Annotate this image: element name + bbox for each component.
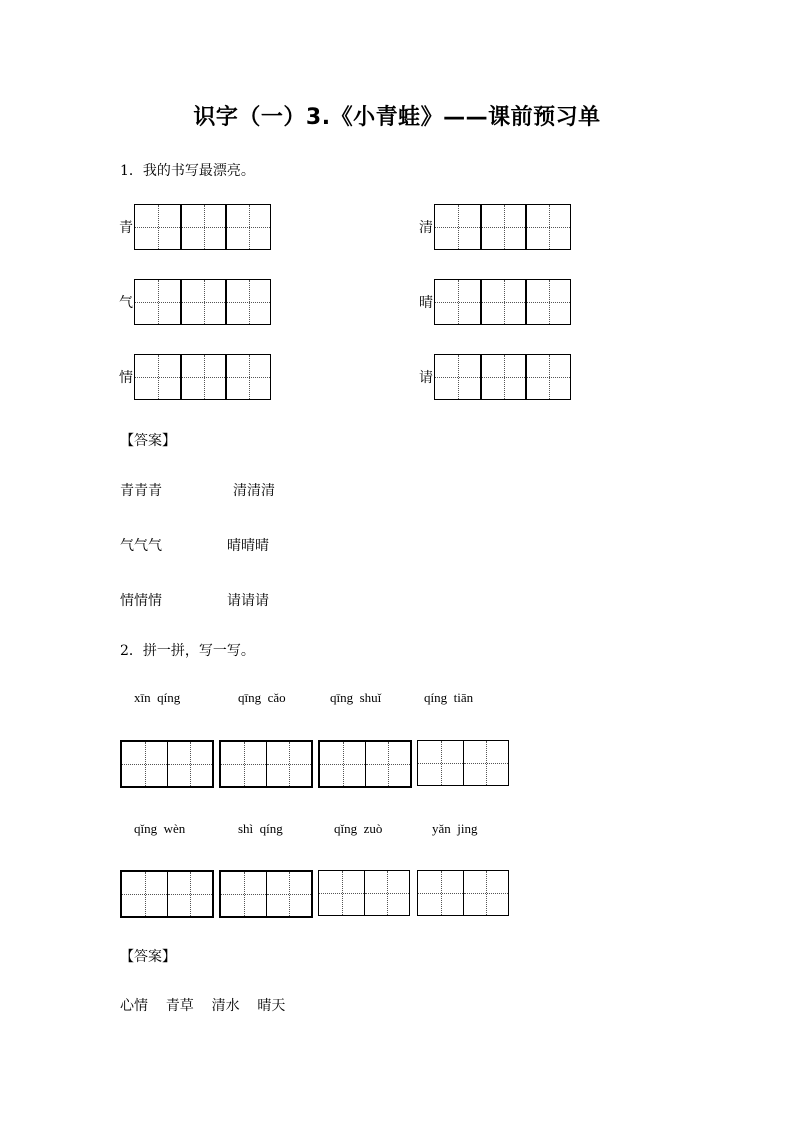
answer-label: 【答案】 [120, 949, 176, 965]
writing-grid[interactable] [134, 354, 271, 400]
pinyin-label: qīng cǎo [238, 690, 286, 705]
char-label-qing5: 请 [419, 370, 433, 386]
writing-grid[interactable] [120, 870, 214, 918]
writing-grid[interactable] [219, 740, 313, 788]
writing-grid[interactable] [417, 740, 509, 786]
pinyin-label: qǐng wèn [134, 821, 186, 836]
answer-text: 青青青 [120, 483, 162, 499]
char-label-qing1: 青 [119, 220, 133, 236]
writing-grid[interactable] [318, 740, 412, 788]
writing-grid[interactable] [134, 204, 271, 250]
question-2-prompt: 2．拼一拼，写一写。 [120, 643, 255, 659]
writing-grid[interactable] [434, 354, 571, 400]
pinyin-label: shì qíng [238, 821, 283, 836]
char-label-qi: 气 [119, 295, 133, 311]
char-label-qing2: 清 [419, 220, 433, 236]
answer-text: 情情情 [120, 593, 162, 609]
writing-grid[interactable] [318, 870, 410, 916]
answer-label: 【答案】 [120, 433, 176, 449]
pinyin-label: yǎn jing [432, 821, 478, 836]
pinyin-label: qǐng zuò [334, 821, 383, 836]
pinyin-label: qīng shuǐ [330, 690, 382, 705]
answer-text: 气气气 [120, 538, 162, 554]
char-label-qing4: 晴 [419, 295, 433, 311]
writing-grid[interactable] [219, 870, 313, 918]
writing-grid[interactable] [134, 279, 271, 325]
answer-text: 清清清 [233, 483, 275, 499]
answer-text: 请请请 [227, 593, 269, 609]
answer-text: 心情 青草 清水 晴天 [120, 998, 286, 1014]
writing-grid[interactable] [434, 204, 571, 250]
char-label-qing3: 情 [119, 370, 133, 386]
writing-grid[interactable] [434, 279, 571, 325]
page-title: 识字（一）3.《小青蛙》——课前预习单 [193, 105, 601, 130]
question-1-prompt: 1．我的书写最漂亮。 [120, 163, 255, 179]
pinyin-label: xīn qíng [134, 690, 181, 705]
pinyin-label: qíng tiān [424, 690, 474, 705]
answer-text: 晴晴晴 [227, 538, 269, 554]
writing-grid[interactable] [417, 870, 509, 916]
writing-grid[interactable] [120, 740, 214, 788]
